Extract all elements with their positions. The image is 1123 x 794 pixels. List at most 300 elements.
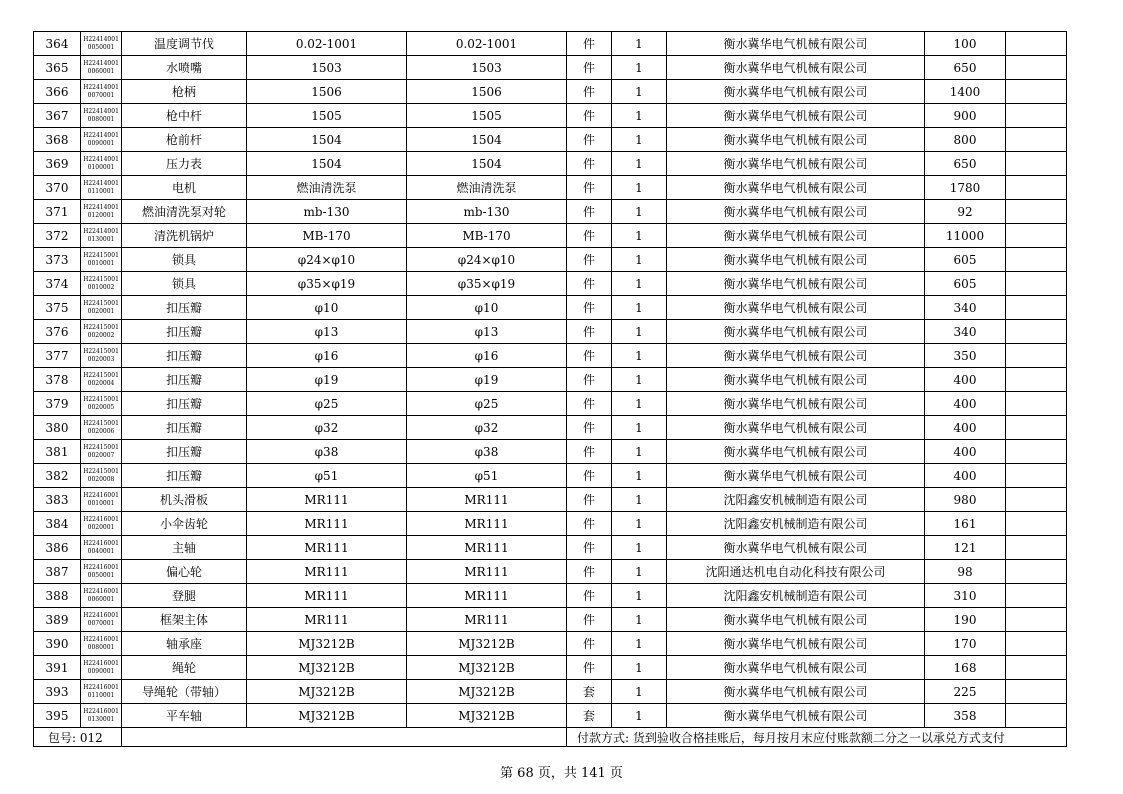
price-cell: 340: [925, 296, 1006, 320]
model-cell: φ24×φ10: [407, 248, 567, 272]
material-code-part: H22415001: [83, 371, 119, 379]
row-number-cell: 391: [34, 656, 81, 680]
item-name-cell: 登腿: [122, 584, 247, 608]
material-code-part: H22416001: [83, 707, 119, 715]
row-number-cell: 388: [34, 584, 81, 608]
material-code-cell: [81, 176, 122, 200]
remark-cell: [1006, 632, 1067, 656]
material-code-cell: [81, 104, 122, 128]
material-code-part: H22415001: [83, 395, 119, 403]
material-code-part: H22415001: [83, 347, 119, 355]
item-name-cell: 扣压瓣: [122, 368, 247, 392]
material-code-part: H22416001: [83, 587, 119, 595]
unit-cell: 件: [567, 32, 612, 56]
spec-cell: φ10: [247, 296, 407, 320]
quantity-cell: 1: [612, 584, 667, 608]
quantity-cell: 1: [612, 272, 667, 296]
remark-cell: [1006, 56, 1067, 80]
table-row: [34, 680, 1067, 704]
row-number-cell: 364: [34, 32, 81, 56]
price-cell: 605: [925, 248, 1006, 272]
material-code-part: 0020002: [87, 331, 115, 339]
unit-cell: 件: [567, 176, 612, 200]
spec-cell: φ51: [247, 464, 407, 488]
unit-cell: 件: [567, 224, 612, 248]
supplier-cell: 衡水冀华电气机械有限公司: [667, 344, 925, 368]
row-number-cell: 370: [34, 176, 81, 200]
remark-cell: [1006, 560, 1067, 584]
price-cell: 1400: [925, 80, 1006, 104]
quantity-cell: 1: [612, 320, 667, 344]
supplier-cell: 衡水冀华电气机械有限公司: [667, 368, 925, 392]
unit-cell: 件: [567, 320, 612, 344]
material-code-cell: [81, 536, 122, 560]
item-name-cell: 水喷嘴: [122, 56, 247, 80]
material-code-part: H22416001: [83, 491, 119, 499]
material-code-part: H22416001: [83, 563, 119, 571]
item-name-cell: 电机: [122, 176, 247, 200]
quantity-cell: 1: [612, 104, 667, 128]
material-code-part: 0080001: [87, 115, 115, 123]
material-code-part: 0020006: [87, 427, 115, 435]
material-code-part: 0010002: [87, 283, 115, 291]
model-cell: 1504: [407, 128, 567, 152]
unit-cell: 件: [567, 440, 612, 464]
item-name-cell: 框架主体: [122, 608, 247, 632]
material-code-part: 0110001: [87, 691, 115, 699]
material-code-part: 0090001: [87, 139, 115, 147]
remark-cell: [1006, 608, 1067, 632]
quantity-cell: 1: [612, 344, 667, 368]
material-code-part: H22416001: [83, 659, 119, 667]
supplier-cell: 衡水冀华电气机械有限公司: [667, 416, 925, 440]
material-code-part: H22414001: [83, 179, 119, 187]
model-cell: MR111: [407, 488, 567, 512]
spec-cell: MR111: [247, 608, 407, 632]
page-number: 第 68 页，共 141 页: [500, 766, 623, 781]
model-cell: 1505: [407, 104, 567, 128]
footer-blank-cell: [122, 728, 567, 747]
material-code-part: 0060001: [87, 67, 115, 75]
price-cell: 1780: [925, 176, 1006, 200]
price-cell: 190: [925, 608, 1006, 632]
table-row: [34, 608, 1067, 632]
quantity-cell: 1: [612, 296, 667, 320]
model-cell: 0.02-1001: [407, 32, 567, 56]
model-cell: mb-130: [407, 200, 567, 224]
row-number-cell: 393: [34, 680, 81, 704]
quantity-cell: 1: [612, 440, 667, 464]
supplier-cell: 沈阳鑫安机械制造有限公司: [667, 584, 925, 608]
table-row: [34, 560, 1067, 584]
supplier-cell: 衡水冀华电气机械有限公司: [667, 440, 925, 464]
row-number-cell: 374: [34, 272, 81, 296]
material-code-part: 0120001: [87, 211, 115, 219]
remark-cell: [1006, 224, 1067, 248]
material-code-cell: [81, 32, 122, 56]
quantity-cell: 1: [612, 560, 667, 584]
material-code-part: H22414001: [83, 227, 119, 235]
model-cell: MR111: [407, 536, 567, 560]
price-cell: 225: [925, 680, 1006, 704]
material-code-part: 0020007: [87, 451, 115, 459]
row-number-cell: 369: [34, 152, 81, 176]
item-name-cell: 扣压瓣: [122, 320, 247, 344]
quantity-cell: 1: [612, 656, 667, 680]
material-code-part: 0020008: [87, 475, 115, 483]
spec-cell: φ25: [247, 392, 407, 416]
price-cell: 168: [925, 656, 1006, 680]
material-code-part: H22415001: [83, 443, 119, 451]
unit-cell: 套: [567, 680, 612, 704]
material-code-part: H22416001: [83, 611, 119, 619]
row-number-cell: 372: [34, 224, 81, 248]
supplier-cell: 沈阳鑫安机械制造有限公司: [667, 488, 925, 512]
spec-cell: MB-170: [247, 224, 407, 248]
spec-cell: MR111: [247, 560, 407, 584]
quantity-cell: 1: [612, 608, 667, 632]
remark-cell: [1006, 656, 1067, 680]
material-code-cell: [81, 680, 122, 704]
supplier-cell: 衡水冀华电气机械有限公司: [667, 536, 925, 560]
row-number-cell: 378: [34, 368, 81, 392]
row-number-cell: 381: [34, 440, 81, 464]
row-number-cell: 365: [34, 56, 81, 80]
table-row: [34, 32, 1067, 56]
material-code-part: H22414001: [83, 59, 119, 67]
model-cell: φ13: [407, 320, 567, 344]
quantity-cell: 1: [612, 248, 667, 272]
item-name-cell: 燃油清洗泵对轮: [122, 200, 247, 224]
table-row: [34, 152, 1067, 176]
spec-cell: MR111: [247, 536, 407, 560]
material-code-part: 0070001: [87, 619, 115, 627]
table-row: [34, 512, 1067, 536]
supplier-cell: 衡水冀华电气机械有限公司: [667, 464, 925, 488]
supplier-cell: 衡水冀华电气机械有限公司: [667, 392, 925, 416]
remark-cell: [1006, 416, 1067, 440]
remark-cell: [1006, 152, 1067, 176]
table-row: [34, 344, 1067, 368]
item-name-cell: 扣压瓣: [122, 296, 247, 320]
spec-cell: 1504: [247, 128, 407, 152]
material-code-part: 0100001: [87, 163, 115, 171]
remark-cell: [1006, 536, 1067, 560]
supplier-cell: 衡水冀华电气机械有限公司: [667, 320, 925, 344]
material-code-cell: [81, 392, 122, 416]
supplier-cell: 衡水冀华电气机械有限公司: [667, 32, 925, 56]
price-cell: 650: [925, 56, 1006, 80]
material-code-part: H22415001: [83, 323, 119, 331]
item-name-cell: 扣压瓣: [122, 344, 247, 368]
item-name-cell: 扣压瓣: [122, 392, 247, 416]
price-cell: 605: [925, 272, 1006, 296]
material-code-part: 0130001: [87, 235, 115, 243]
item-name-cell: 主轴: [122, 536, 247, 560]
procurement-table: [33, 31, 1067, 747]
material-code-part: 0110001: [87, 187, 115, 195]
remark-cell: [1006, 704, 1067, 728]
row-number-cell: 371: [34, 200, 81, 224]
remark-cell: [1006, 104, 1067, 128]
remark-cell: [1006, 464, 1067, 488]
unit-cell: 件: [567, 656, 612, 680]
table-row: [34, 464, 1067, 488]
unit-cell: 件: [567, 488, 612, 512]
model-cell: φ35×φ19: [407, 272, 567, 296]
material-code-cell: [81, 224, 122, 248]
item-name-cell: 温度调节伐: [122, 32, 247, 56]
row-number-cell: 395: [34, 704, 81, 728]
price-cell: 161: [925, 512, 1006, 536]
material-code-cell: [81, 128, 122, 152]
item-name-cell: 轴承座: [122, 632, 247, 656]
item-name-cell: 扣压瓣: [122, 416, 247, 440]
material-code-part: H22415001: [83, 275, 119, 283]
unit-cell: 件: [567, 296, 612, 320]
model-cell: φ19: [407, 368, 567, 392]
quantity-cell: 1: [612, 680, 667, 704]
item-name-cell: 小伞齿轮: [122, 512, 247, 536]
model-cell: φ10: [407, 296, 567, 320]
material-code-part: H22416001: [83, 683, 119, 691]
table-body: [34, 32, 1067, 728]
table-row: [34, 584, 1067, 608]
remark-cell: [1006, 248, 1067, 272]
material-code-part: 0020001: [87, 307, 115, 315]
row-number-cell: 386: [34, 536, 81, 560]
row-number-cell: 376: [34, 320, 81, 344]
model-cell: MR111: [407, 608, 567, 632]
table-row: [34, 80, 1067, 104]
unit-cell: 件: [567, 608, 612, 632]
material-code-part: 0040001: [87, 547, 115, 555]
item-name-cell: 扣压瓣: [122, 440, 247, 464]
material-code-part: 0050001: [87, 571, 115, 579]
table-row: [34, 320, 1067, 344]
remark-cell: [1006, 296, 1067, 320]
material-code-part: H22414001: [83, 131, 119, 139]
table-row: [34, 440, 1067, 464]
material-code-cell: [81, 368, 122, 392]
remark-cell: [1006, 344, 1067, 368]
unit-cell: 件: [567, 632, 612, 656]
material-code-cell: [81, 80, 122, 104]
unit-cell: 件: [567, 344, 612, 368]
remark-cell: [1006, 32, 1067, 56]
remark-cell: [1006, 200, 1067, 224]
material-code-part: H22414001: [83, 155, 119, 163]
remark-cell: [1006, 680, 1067, 704]
model-cell: φ16: [407, 344, 567, 368]
quantity-cell: 1: [612, 56, 667, 80]
unit-cell: 件: [567, 128, 612, 152]
row-number-cell: 368: [34, 128, 81, 152]
material-code-part: 0090001: [87, 667, 115, 675]
price-cell: 170: [925, 632, 1006, 656]
material-code-part: 0020003: [87, 355, 115, 363]
material-code-cell: [81, 416, 122, 440]
supplier-cell: 沈阳鑫安机械制造有限公司: [667, 512, 925, 536]
price-cell: 310: [925, 584, 1006, 608]
row-number-cell: 387: [34, 560, 81, 584]
row-number-cell: 380: [34, 416, 81, 440]
quantity-cell: 1: [612, 392, 667, 416]
spec-cell: φ13: [247, 320, 407, 344]
material-code-cell: [81, 632, 122, 656]
unit-cell: 件: [567, 416, 612, 440]
material-code-cell: [81, 608, 122, 632]
item-name-cell: 扣压瓣: [122, 464, 247, 488]
model-cell: MJ3212B: [407, 680, 567, 704]
item-name-cell: 压力表: [122, 152, 247, 176]
item-name-cell: 偏心轮: [122, 560, 247, 584]
quantity-cell: 1: [612, 704, 667, 728]
spec-cell: φ16: [247, 344, 407, 368]
model-cell: 1506: [407, 80, 567, 104]
supplier-cell: 沈阳通达机电自动化科技有限公司: [667, 560, 925, 584]
supplier-cell: 衡水冀华电气机械有限公司: [667, 104, 925, 128]
spec-cell: 0.02-1001: [247, 32, 407, 56]
supplier-cell: 衡水冀华电气机械有限公司: [667, 80, 925, 104]
table-row: [34, 368, 1067, 392]
quantity-cell: 1: [612, 464, 667, 488]
model-cell: 燃油清洗泵: [407, 176, 567, 200]
supplier-cell: 衡水冀华电气机械有限公司: [667, 608, 925, 632]
item-name-cell: 平车轴: [122, 704, 247, 728]
supplier-cell: 衡水冀华电气机械有限公司: [667, 152, 925, 176]
remark-cell: [1006, 272, 1067, 296]
unit-cell: 件: [567, 56, 612, 80]
supplier-cell: 衡水冀华电气机械有限公司: [667, 224, 925, 248]
price-cell: 650: [925, 152, 1006, 176]
supplier-cell: 衡水冀华电气机械有限公司: [667, 248, 925, 272]
spec-cell: MR111: [247, 488, 407, 512]
material-code-part: H22414001: [83, 107, 119, 115]
material-code-part: H22414001: [83, 83, 119, 91]
spec-cell: MJ3212B: [247, 704, 407, 728]
unit-cell: 件: [567, 584, 612, 608]
material-code-part: 0020005: [87, 403, 115, 411]
row-number-cell: 390: [34, 632, 81, 656]
quantity-cell: 1: [612, 176, 667, 200]
remark-cell: [1006, 584, 1067, 608]
spec-cell: 燃油清洗泵: [247, 176, 407, 200]
quantity-cell: 1: [612, 200, 667, 224]
row-number-cell: 366: [34, 80, 81, 104]
row-number-cell: 379: [34, 392, 81, 416]
price-cell: 400: [925, 368, 1006, 392]
material-code-cell: [81, 248, 122, 272]
unit-cell: 套: [567, 704, 612, 728]
spec-cell: mb-130: [247, 200, 407, 224]
table-row: [34, 56, 1067, 80]
model-cell: 1503: [407, 56, 567, 80]
model-cell: MJ3212B: [407, 632, 567, 656]
row-number-cell: 373: [34, 248, 81, 272]
material-code-part: H22415001: [83, 299, 119, 307]
material-code-part: H22416001: [83, 635, 119, 643]
item-name-cell: 枪柄: [122, 80, 247, 104]
price-cell: 340: [925, 320, 1006, 344]
row-number-cell: 375: [34, 296, 81, 320]
price-cell: 900: [925, 104, 1006, 128]
remark-cell: [1006, 176, 1067, 200]
price-cell: 350: [925, 344, 1006, 368]
item-name-cell: 清洗机锅炉: [122, 224, 247, 248]
unit-cell: 件: [567, 536, 612, 560]
spec-cell: 1506: [247, 80, 407, 104]
spec-cell: MJ3212B: [247, 656, 407, 680]
material-code-part: 0060001: [87, 595, 115, 603]
table-row: [34, 656, 1067, 680]
material-code-cell: [81, 560, 122, 584]
material-code-cell: [81, 320, 122, 344]
model-cell: 1504: [407, 152, 567, 176]
unit-cell: 件: [567, 464, 612, 488]
unit-cell: 件: [567, 152, 612, 176]
material-code-cell: [81, 464, 122, 488]
table-row: [34, 176, 1067, 200]
material-code-cell: [81, 440, 122, 464]
unit-cell: 件: [567, 560, 612, 584]
material-code-part: H22415001: [83, 467, 119, 475]
table-row: [34, 128, 1067, 152]
material-code-part: H22414001: [83, 203, 119, 211]
material-code-part: H22416001: [83, 515, 119, 523]
price-cell: 400: [925, 392, 1006, 416]
item-name-cell: 绳轮: [122, 656, 247, 680]
supplier-cell: 衡水冀华电气机械有限公司: [667, 632, 925, 656]
remark-cell: [1006, 440, 1067, 464]
material-code-cell: [81, 584, 122, 608]
unit-cell: 件: [567, 392, 612, 416]
spec-cell: φ32: [247, 416, 407, 440]
material-code-part: 0050001: [87, 43, 115, 51]
material-code-part: 0080001: [87, 643, 115, 651]
package-number: 包号: 012: [34, 728, 122, 747]
supplier-cell: 衡水冀华电气机械有限公司: [667, 56, 925, 80]
table-row: [34, 296, 1067, 320]
quantity-cell: 1: [612, 32, 667, 56]
row-number-cell: 382: [34, 464, 81, 488]
item-name-cell: 导绳轮（带轴）: [122, 680, 247, 704]
payment-terms: 付款方式: 货到验收合格挂账后，每月按月末应付账款额二分之一以承兑方式支付: [567, 728, 1067, 747]
unit-cell: 件: [567, 200, 612, 224]
quantity-cell: 1: [612, 488, 667, 512]
price-cell: 980: [925, 488, 1006, 512]
item-name-cell: 锁具: [122, 248, 247, 272]
unit-cell: 件: [567, 272, 612, 296]
table-row: [34, 200, 1067, 224]
remark-cell: [1006, 128, 1067, 152]
spec-cell: φ24×φ10: [247, 248, 407, 272]
material-code-part: 0010001: [87, 499, 115, 507]
model-cell: φ32: [407, 416, 567, 440]
spec-cell: 1503: [247, 56, 407, 80]
material-code-cell: [81, 152, 122, 176]
model-cell: φ25: [407, 392, 567, 416]
table-row: [34, 104, 1067, 128]
table-row: [34, 224, 1067, 248]
material-code-part: H22416001: [83, 539, 119, 547]
material-code-part: 0070001: [87, 91, 115, 99]
quantity-cell: 1: [612, 224, 667, 248]
material-code-part: H22414001: [83, 35, 119, 43]
price-cell: 121: [925, 536, 1006, 560]
model-cell: φ38: [407, 440, 567, 464]
price-cell: 358: [925, 704, 1006, 728]
